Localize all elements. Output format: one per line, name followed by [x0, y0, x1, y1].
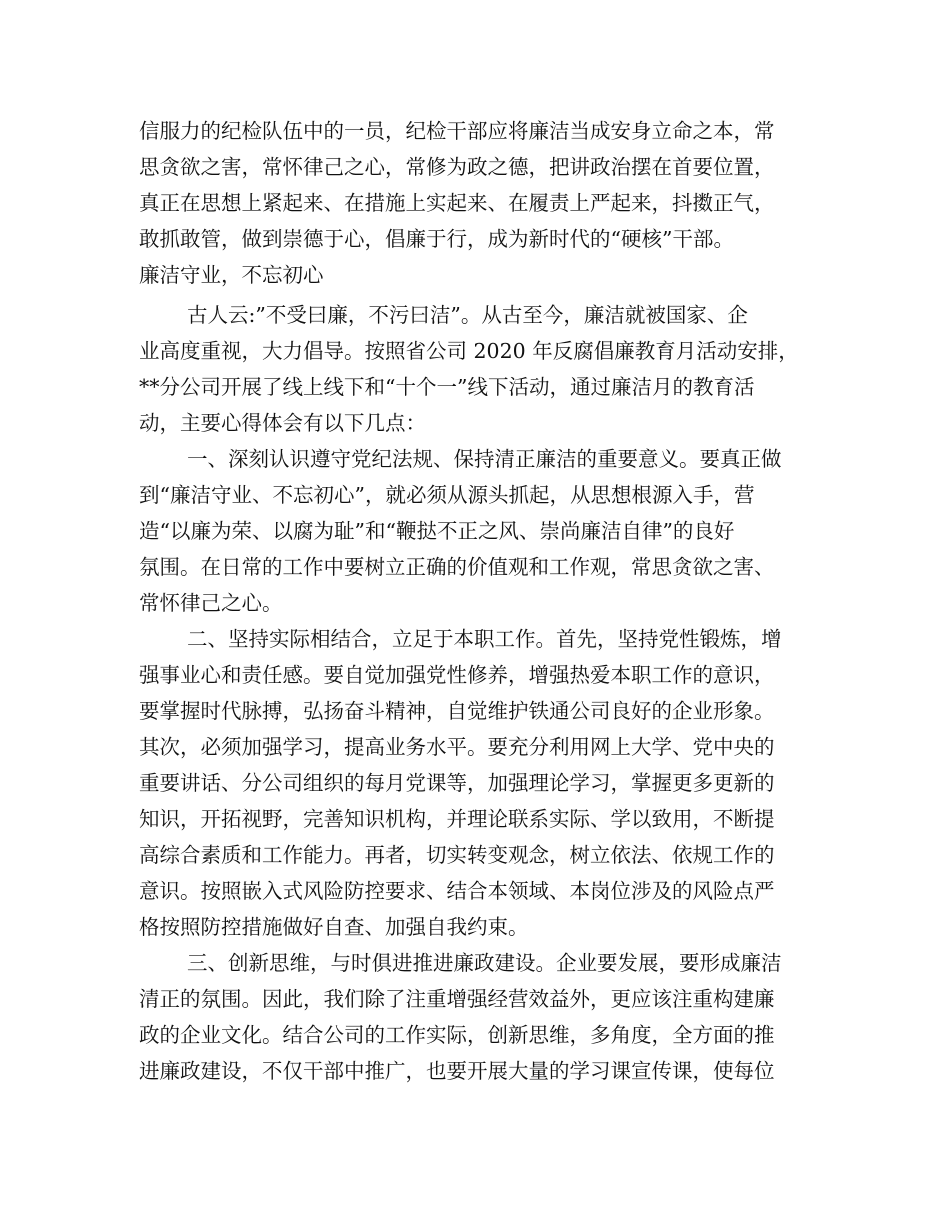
paragraph-line: **分公司开展了线上线下和“十个一”线下活动，通过廉洁月的教育活 [139, 375, 755, 399]
paragraph-line: 思贪欲之害，常怀律己之心，常修为政之德，把讲政治摆在首要位置， [139, 155, 775, 179]
paragraph-line: 格按照防控措施做好自查、加强自我约束。 [139, 915, 529, 939]
paragraph-line: 真正在思想上紧起来、在措施上实起来、在履责上严起来，抖擞正气， [139, 191, 775, 215]
paragraph-line: 造“以廉为荣、以腐为耻”和“鞭挞不正之风、崇尚廉洁自律”的良好 [139, 519, 735, 543]
paragraph-line: 古人云:”不受曰廉，不污曰洁”。从古至今，廉洁就被国家、企 [187, 303, 748, 327]
paragraph-line: 动，主要心得体会有以下几点： [139, 411, 426, 435]
paragraph-line: 意识。按照嵌入式风险防控要求、结合本领域、本岗位涉及的风险点严 [139, 879, 775, 903]
document-body [139, 113, 829, 1089]
paragraph-line: 业高度重视，大力倡导。按照省公司 2020 年反腐倡廉教育月活动安排， [139, 339, 799, 363]
paragraph-line: 清正的氛围。因此，我们除了注重增强经营效益外，更应该注重构建廉 [139, 987, 775, 1011]
paragraph-line: 敢抓敢管，做到崇德于心，倡廉于行，成为新时代的“硬核”干部。 [139, 227, 734, 251]
paragraph-line: 进廉政建设，不仅干部中推广，也要开展大量的学习课宣传课，使每位 [139, 1059, 775, 1083]
paragraph-line: 常怀律己之心。 [139, 591, 283, 615]
paragraph-line: 信服力的纪检队伍中的一员，纪检干部应将廉洁当成安身立命之本，常 [139, 119, 775, 143]
paragraph-line: 三、创新思维，与时俱进推进廉政建设。企业要发展，要形成廉洁 [187, 951, 782, 975]
paragraph-line: 政的企业文化。结合公司的工作实际，创新思维，多角度，全方面的推 [139, 1023, 775, 1047]
paragraph-line: 知识，开拓视野，完善知识机构，并理论联系实际、学以致用，不断提 [139, 807, 775, 831]
section-heading: 廉洁守业，不忘初心 [139, 263, 324, 287]
paragraph-line: 到“廉洁守业、不忘初心”，就必须从源头抓起，从思想根源入手，营 [139, 483, 755, 507]
paragraph-line: 二、坚持实际相结合，立足于本职工作。首先，坚持党性锻炼，增 [187, 627, 782, 651]
paragraph-line: 一、深刻认识遵守党纪法规、保持清正廉洁的重要意义。要真正做 [187, 447, 782, 471]
paragraph-line: 其次，必须加强学习，提高业务水平。要充分利用网上大学、党中央的 [139, 735, 775, 759]
paragraph-line: 强事业心和责任感。要自觉加强党性修养，增强热爱本职工作的意识， [139, 663, 775, 687]
paragraph-line: 要掌握时代脉搏，弘扬奋斗精神，自觉维护铁通公司良好的企业形象。 [139, 699, 775, 723]
paragraph-line: 重要讲话、分公司组织的每月党课等，加强理论学习，掌握更多更新的 [139, 771, 775, 795]
paragraph-line: 氛围。在日常的工作中要树立正确的价值观和工作观，常思贪欲之害、 [139, 555, 775, 579]
paragraph-line: 高综合素质和工作能力。再者，切实转变观念，树立依法、依规工作的 [139, 843, 775, 867]
